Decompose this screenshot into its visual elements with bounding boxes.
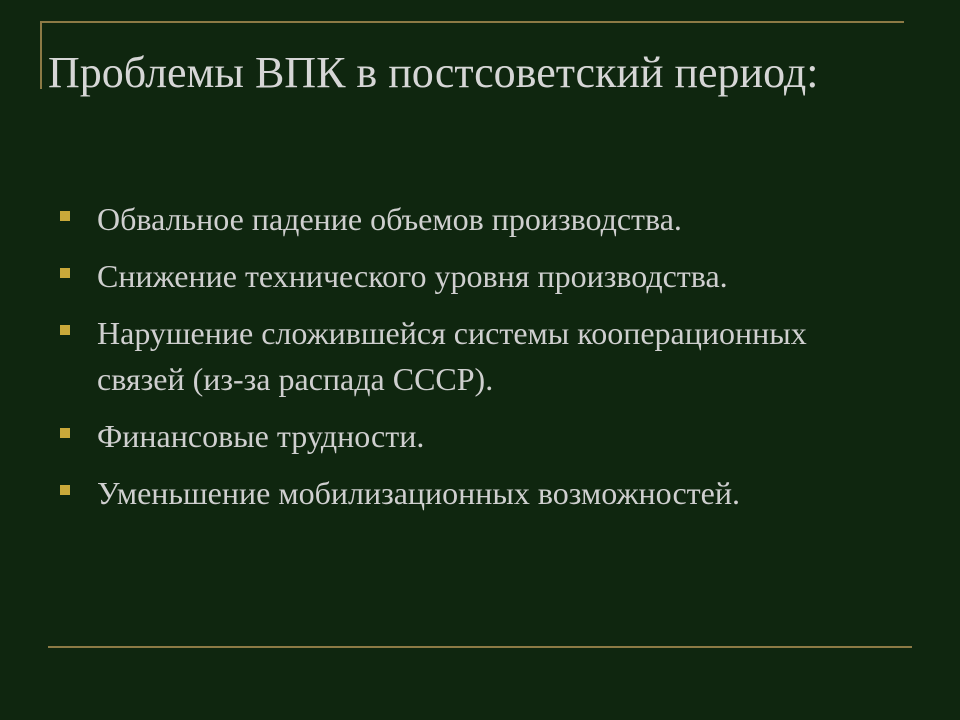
square-bullet-icon <box>60 428 70 438</box>
bullet-list <box>60 196 900 527</box>
square-bullet-icon <box>60 485 70 495</box>
square-bullet-icon <box>60 325 70 335</box>
top-divider <box>40 21 904 23</box>
bullet-item <box>60 310 900 402</box>
square-bullet-icon <box>60 211 70 221</box>
bullet-text: Уменьшение мобилизационных возможностей. <box>97 475 740 511</box>
bullet-text: Снижение технического уровня производства. <box>97 258 728 294</box>
square-bullet-icon <box>60 268 70 278</box>
left-divider <box>40 21 42 89</box>
bullet-item <box>60 413 900 459</box>
bullet-item <box>60 196 900 242</box>
bullet-text: Финансовые трудности. <box>97 418 425 454</box>
bullet-item <box>60 253 900 299</box>
bullet-item <box>60 470 900 516</box>
bottom-divider <box>48 646 912 648</box>
bullet-text: Нарушение сложившейся системы кооперационных связей (из-за распада СССР). <box>97 315 807 397</box>
slide-title: Проблемы ВПК в постсоветский период: <box>48 48 819 97</box>
bullet-text: Обвальное падение объемов производства. <box>97 201 682 237</box>
